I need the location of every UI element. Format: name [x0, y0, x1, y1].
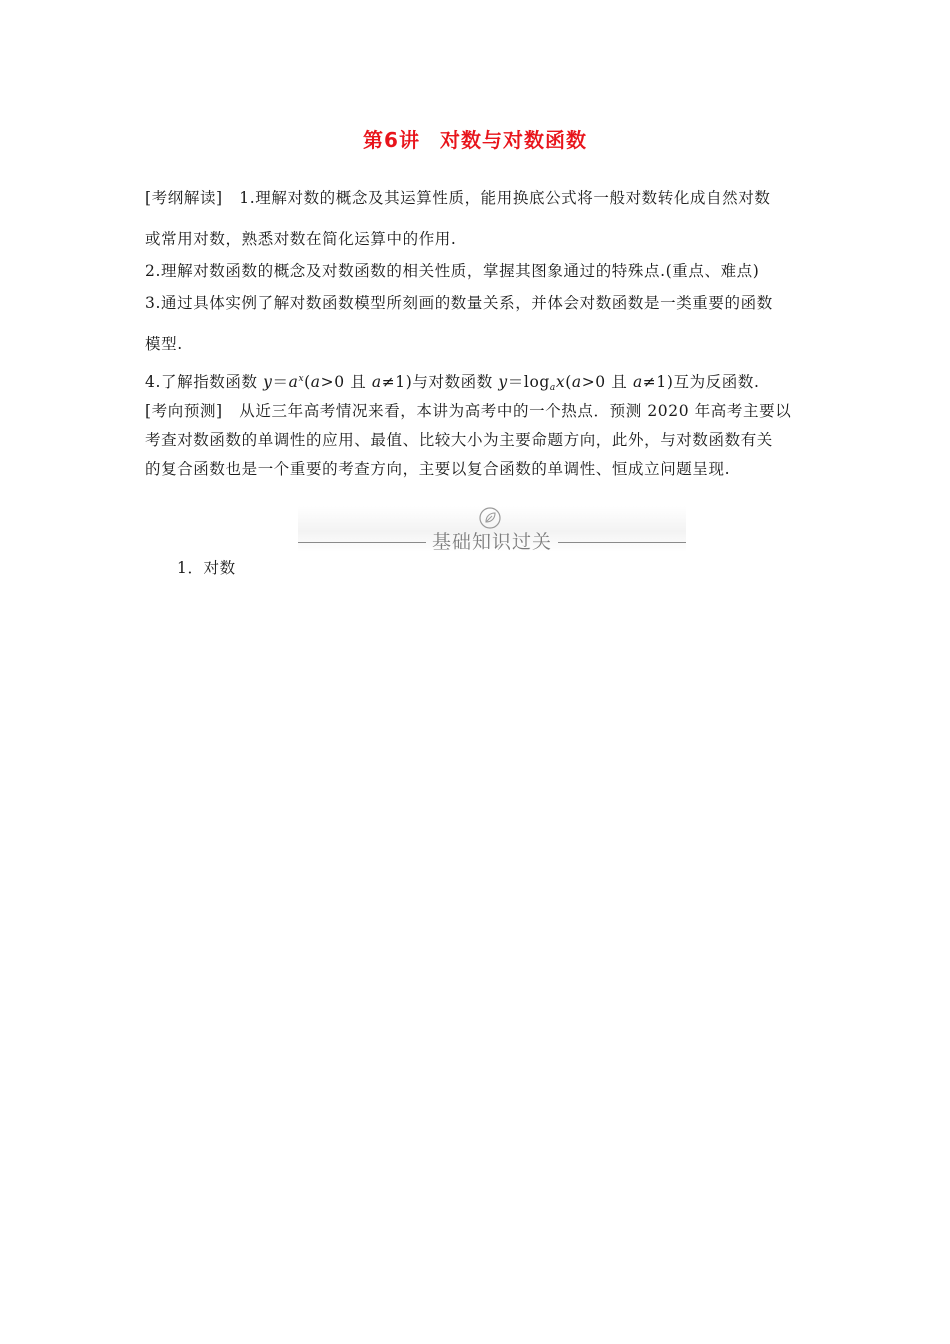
title-lecture-number: 第6讲	[363, 128, 420, 152]
exam-forecast-line2: 考查对数函数的单调性的应用、最值、比较大小为主要命题方向，此外，与对数函数有关	[145, 431, 773, 449]
exam-outline-tag: [考纲解读]	[145, 189, 223, 207]
exam-outline-item3-line2: 模型.	[145, 335, 183, 353]
exam-outline-item4: 4.了解指数函数 $y=a^x(a>0$ 且 a≠1)与对数函数 $y=\log_ax(a>0$ 且 a≠1)互为反函数.	[145, 373, 760, 393]
section-heading-logarithm: 1．对数	[177, 559, 236, 577]
exam-outline-item3-line1: 3.通过具体实例了解对数函数模型所刻画的数量关系，并体会对数函数是一类重要的函数	[145, 294, 773, 312]
exam-forecast-line1: [考向预测] 从近三年高考情况来看，本讲为高考中的一个热点．预测 2020 年高考主要以	[145, 402, 792, 420]
exam-outline-item2: 2.理解对数函数的概念及对数函数的相关性质，掌握其图象通过的特殊点.(重点、难点)	[145, 262, 760, 280]
leaf-icon	[479, 507, 501, 529]
page-title	[0, 124, 950, 153]
banner-label: 基础知识过关	[431, 531, 552, 553]
banner-divider-right	[558, 542, 686, 543]
banner-divider-left	[298, 542, 426, 543]
exam-forecast-tag: [考向预测]	[145, 402, 223, 420]
exam-outline-item1-line1: [考纲解读] 1.理解对数的概念及其运算性质，能用换底公式将一般对数转化成自然对数	[145, 189, 771, 207]
section-banner	[298, 506, 686, 552]
exam-outline-item1-line2: 或常用对数，熟悉对数在简化运算中的作用.	[145, 230, 457, 248]
title-topic: 对数与对数函数	[439, 128, 587, 152]
exam-forecast-line3: 的复合函数也是一个重要的考查方向，主要以复合函数的单调性、恒成立问题呈现.	[145, 460, 731, 478]
